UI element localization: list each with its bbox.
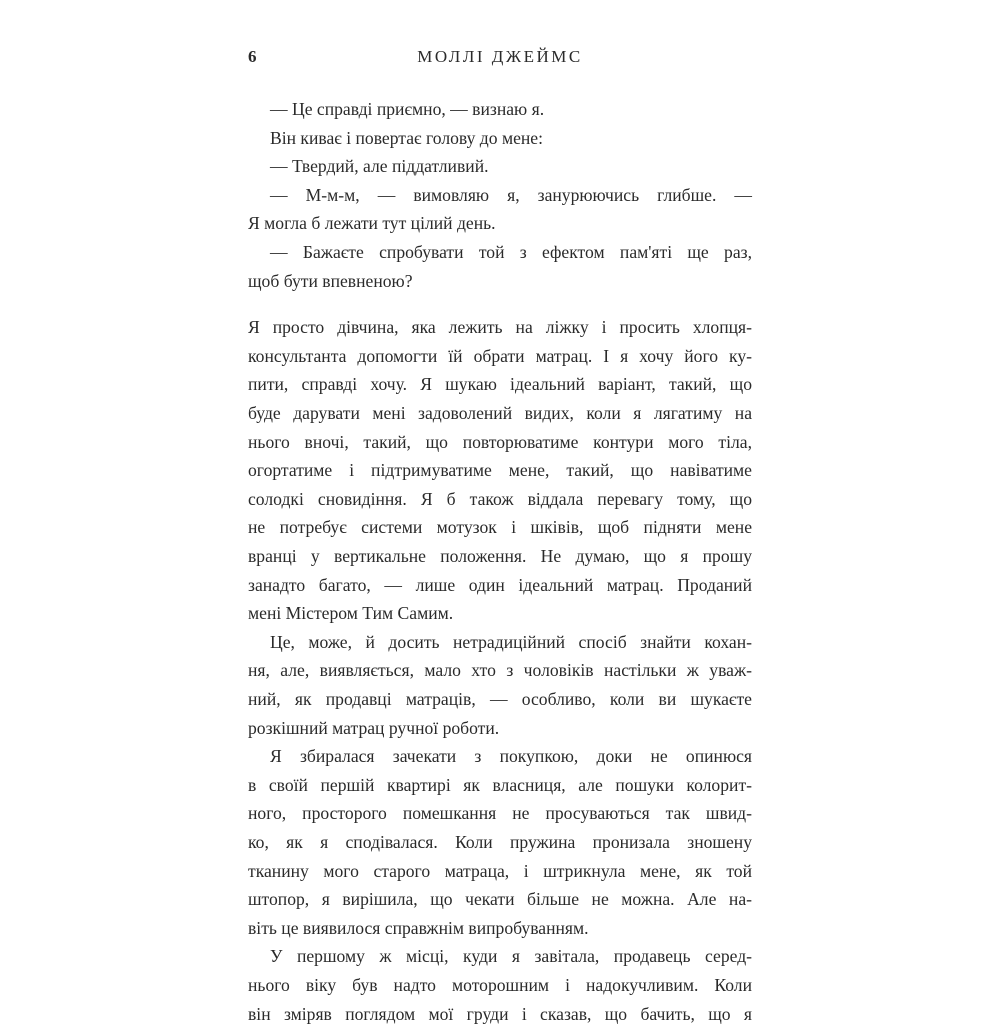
text-line: нього віку був надто моторошним і надокучливим. Коли [248, 975, 752, 995]
text-line: Він киває і повертає голову до мене: [270, 127, 543, 148]
text-line: нього вночі, такий, що повторюватиме контури мого тіла, [248, 431, 752, 452]
text-line: Я просто дівчина, яка лежить на ліжку і просить хлопця- [248, 317, 752, 338]
text-line: в своїй першій квартирі як власниця, але пошуки колорит- [248, 774, 752, 795]
text-line: солодкі сновидіння. Я б також віддала перевагу тому, що [248, 488, 752, 509]
book-author-header: МОЛЛІ ДЖЕЙМС [417, 47, 583, 66]
text-line: буде дарувати мені задоволений видих, коли я лягатиму на [248, 403, 752, 423]
text-line: вранці у вертикальне положення. Не думаю, що я прошу [248, 546, 752, 566]
text-line: У першому ж місці, куди я завітала, продавець серед- [270, 946, 752, 967]
text-line: пити, справді хочу. Я шукаю ідеальний варіант, такий, що [248, 374, 752, 395]
text-line: розкішний матрац ручної роботи. [248, 717, 500, 738]
text-line: він зміряв поглядом мої груди і сказав, що бачить, що я [248, 1003, 752, 1024]
text-line: щоб бути впевненою? [248, 270, 413, 291]
text-line: віть це виявилося справжнім випробуванням. [248, 917, 589, 938]
text-line: штопор, я вирішила, що чекати більше не можна. Але на- [248, 889, 752, 910]
text-line: огортатиме і підтримуватиме мене, такий, що навіватиме [248, 460, 752, 481]
text-line: мені Містером Тим Самим. [248, 603, 454, 624]
text-line: тканину мого старого матраца, і штрикнула мене, як той [248, 860, 752, 881]
text-line: ний, як продавці матраців, — особливо, коли ви шукаєте [248, 689, 752, 709]
text-line: ко, як я сподівалася. Коли пружина пронизала зношену [248, 832, 752, 852]
text-line: — Твердий, але піддатливий. [270, 156, 489, 177]
text-line: — Бажаєте спробувати той з ефектом пам'яті ще раз, [270, 242, 752, 262]
text-line: — Це справді приємно, — визнаю я. [270, 99, 545, 119]
text-line: занадто багато, — лише один ідеальний матрац. Проданий [248, 574, 752, 595]
text-line: консультанта допомогти їй обрати матрац. І я хочу його ку- [248, 345, 752, 366]
text-line: — М-м-м, — вимовляю я, занурюючись глибше. — [270, 184, 752, 205]
text-line: Це, може, й досить нетрадиційний спосіб знайти кохан- [270, 631, 752, 652]
text-line: Я збиралася зачекати з покупкою, доки не опинюся [270, 746, 752, 767]
text-line: ня, але, виявляється, мало хто з чоловіків настільки ж уваж- [248, 660, 752, 681]
text-line: Я могла б лежати тут цілий день. [248, 213, 496, 234]
text-line: ного, просторого помешкання не просуваються так швид- [248, 803, 752, 824]
text-line: не потребує системи мотузок і шківів, щоб підняти мене [248, 517, 752, 538]
running-head [248, 42, 752, 72]
page-number: 6 [248, 47, 257, 66]
